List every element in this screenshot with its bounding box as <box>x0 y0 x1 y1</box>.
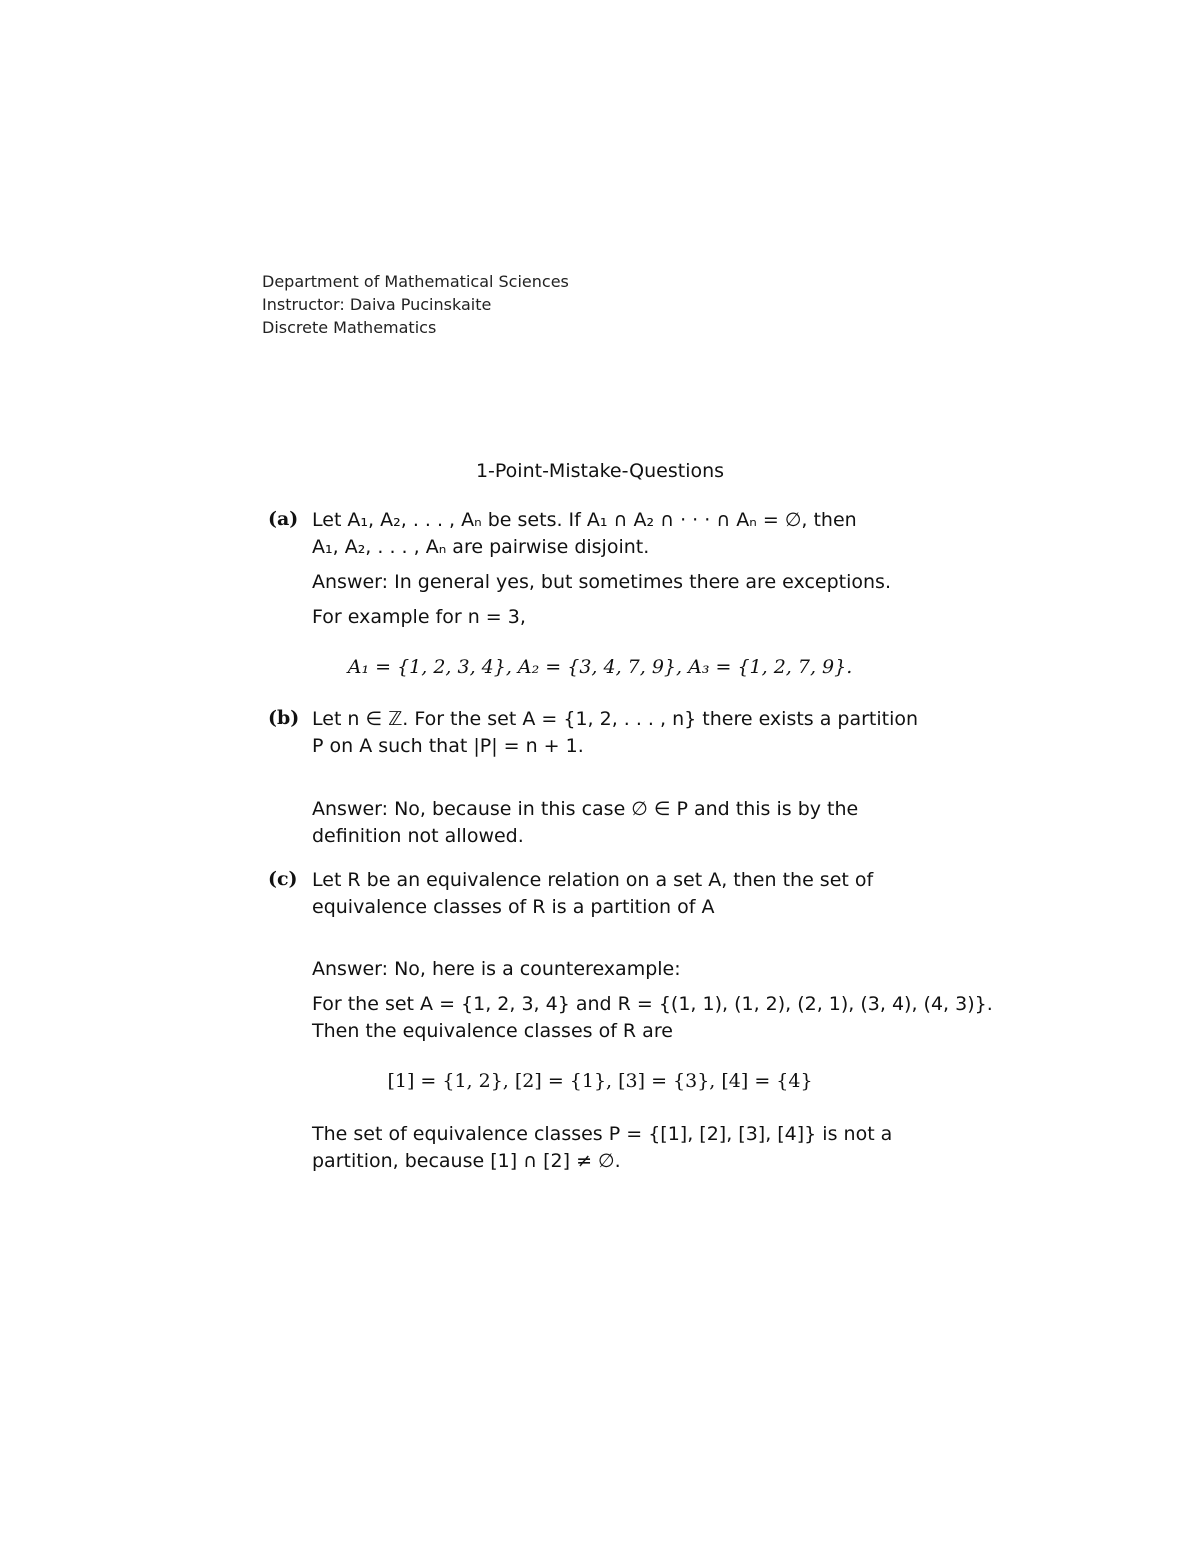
question-b-answer-line2: definition not allowed. <box>312 825 524 847</box>
question-b-statement <box>312 706 942 760</box>
question-a-statement <box>312 507 942 561</box>
question-c-equation: [1] = {1, 2}, [2] = {1}, [3] = {3}, [4] = {4} <box>387 1070 813 1092</box>
question-b-statement-line2: P on A such that |P| = n + 1. <box>312 735 584 757</box>
question-a-example: For example for n = 3, <box>312 606 526 628</box>
question-b-statement-line1: Let n ∈ ℤ. For the set A = {1, 2, . . . , n} there exists a partition <box>312 708 919 730</box>
question-c-label: (c) <box>268 868 298 890</box>
question-c-conclusion <box>312 1121 942 1175</box>
question-a-answer: Answer: In general yes, but sometimes there are exceptions. <box>312 571 891 593</box>
question-a-statement-line1: Let A₁, A₂, . . . , Aₙ be sets. If A₁ ∩ A₂ ∩ · · · ∩ Aₙ = ∅, then <box>312 509 857 531</box>
question-c-statement <box>312 867 942 921</box>
question-a-equation: A₁ = {1, 2, 3, 4}, A₂ = {3, 4, 7, 9}, A₃ = {1, 2, 7, 9}. <box>347 656 853 678</box>
question-a-statement-line2: A₁, A₂, . . . , Aₙ are pairwise disjoint. <box>312 536 650 558</box>
course-line: Discrete Mathematics <box>262 318 437 337</box>
question-b-answer-line1: Answer: No, because in this case ∅ ∈ P and this is by the <box>312 798 859 820</box>
question-b-label: (b) <box>268 707 300 729</box>
department-line: Department of Mathematical Sciences <box>262 272 569 291</box>
question-c-conclusion-line1: The set of equivalence classes P = {[1], [2], [3], [4]} is not a <box>312 1123 893 1145</box>
question-c-detail <box>312 991 1012 1045</box>
question-c-statement-line1: Let R be an equivalence relation on a set A, then the set of <box>312 869 874 891</box>
question-c-detail-line1: For the set A = {1, 2, 3, 4} and R = {(1, 1), (1, 2), (2, 1), (3, 4), (4, 3)}. <box>312 993 993 1015</box>
page-title: 1-Point-Mistake-Questions <box>475 460 725 482</box>
question-c-answer: Answer: No, here is a counterexample: <box>312 958 681 980</box>
question-a-label: (a) <box>268 508 299 530</box>
instructor-line: Instructor: Daiva Pucinskaite <box>262 295 492 314</box>
question-c-statement-line2: equivalence classes of R is a partition of A <box>312 896 715 918</box>
question-b-answer <box>312 796 942 850</box>
question-c-conclusion-line2: partition, because [1] ∩ [2] ≠ ∅. <box>312 1150 621 1172</box>
question-c-detail-line2: Then the equivalence classes of R are <box>312 1020 673 1042</box>
document-header <box>262 270 569 339</box>
